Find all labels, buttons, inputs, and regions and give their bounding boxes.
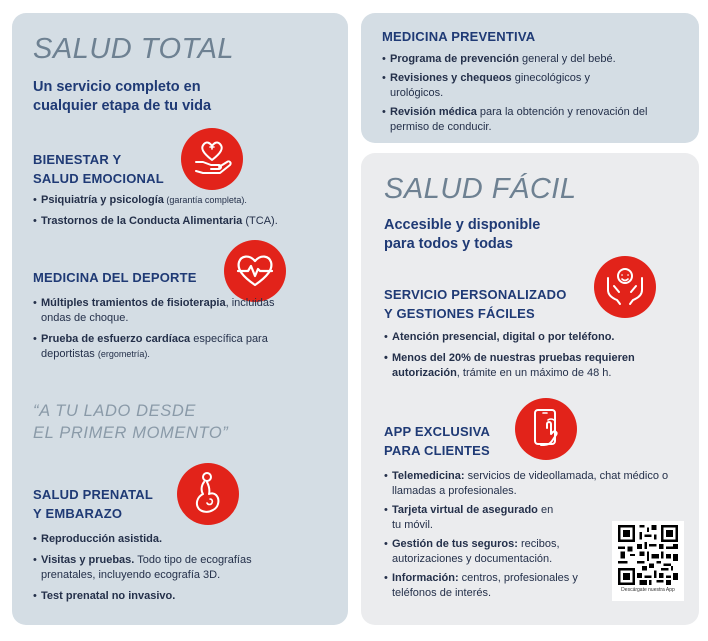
list-item: • Psiquiatría y psicología (garantía completa). <box>33 193 333 208</box>
list-item: • Trastornos de la Conducta Alimentaria (TCA). <box>33 214 333 229</box>
list-item: • Programa de prevención general y del bebé. <box>382 52 682 67</box>
app-qr-code[interactable] <box>612 521 684 601</box>
qr-code-icon <box>618 525 678 585</box>
app-heading: APP EXCLUSIVA PARA CLIENTES <box>384 424 491 458</box>
list-item: • Prueba de esfuerzo cardíaca específica para deportistas (ergometría). <box>33 332 278 362</box>
list-item: • Información: centros, profesionales y teléfonos de interés. <box>384 571 594 601</box>
prenatal-list <box>33 532 293 610</box>
list-item: • Revisiones y chequeos ginecológicos y urológicos. <box>382 71 622 101</box>
heartbeat-icon <box>224 240 286 302</box>
preventiva-heading: MEDICINA PREVENTIVA <box>382 29 536 44</box>
prenatal-heading: SALUD PRENATAL Y EMBARAZO <box>33 487 154 521</box>
list-item: • Múltiples tramientos de fisioterapia, incluidas ondas de choque. <box>33 296 278 326</box>
salud-total-title: SALUD TOTAL <box>33 33 235 65</box>
pregnancy-icon <box>177 463 239 525</box>
heart-hand-icon <box>181 128 243 190</box>
deporte-list <box>33 296 278 368</box>
bienestar-heading: BIENESTAR Y SALUD EMOCIONAL <box>33 152 164 186</box>
list-item: • Test prenatal no invasivo. <box>33 589 293 604</box>
list-item: • Visitas y pruebas. Todo tipo de ecografías prenatales, incluyendo ecografía 3D. <box>33 553 293 583</box>
list-item: • Gestión de tus seguros: recibos, autorizaciones y documentación. <box>384 537 584 567</box>
personalizado-list <box>384 330 684 387</box>
list-item: • Reproducción asistida. <box>33 532 293 547</box>
preventiva-list <box>382 52 682 141</box>
bienestar-list <box>33 193 333 235</box>
qr-caption: Descárgate nuestra App <box>621 587 675 593</box>
list-item: • Tarjeta virtual de asegurado en tu móvil. <box>384 503 564 533</box>
list-item: • Telemedicina: servicios de videollamada, chat médico o llamadas a profesionales. <box>384 469 674 499</box>
smartphone-touch-icon <box>515 398 577 460</box>
salud-facil-title: SALUD FÁCIL <box>384 173 577 205</box>
quote: “A TU LADO DESDE EL PRIMER MOMENTO” <box>33 402 229 442</box>
list-item: • Revisión médica para la obtención y renovación del permiso de conducir. <box>382 105 682 135</box>
salud-facil-subtitle: Accesible y disponible para todos y todas <box>384 217 541 252</box>
list-item: • Menos del 20% de nuestras pruebas requieren autorización, trámite en un máximo de 48 h. <box>384 351 684 381</box>
list-item: • Atención presencial, digital o por teléfono. <box>384 330 684 345</box>
salud-total-subtitle: Un servicio completo en cualquier etapa de tu vida <box>33 79 212 114</box>
deporte-heading: MEDICINA DEL DEPORTE <box>33 270 197 285</box>
smiley-hands-icon <box>594 256 656 318</box>
personalizado-heading: SERVICIO PERSONALIZADO Y GESTIONES FÁCILES <box>384 287 567 321</box>
